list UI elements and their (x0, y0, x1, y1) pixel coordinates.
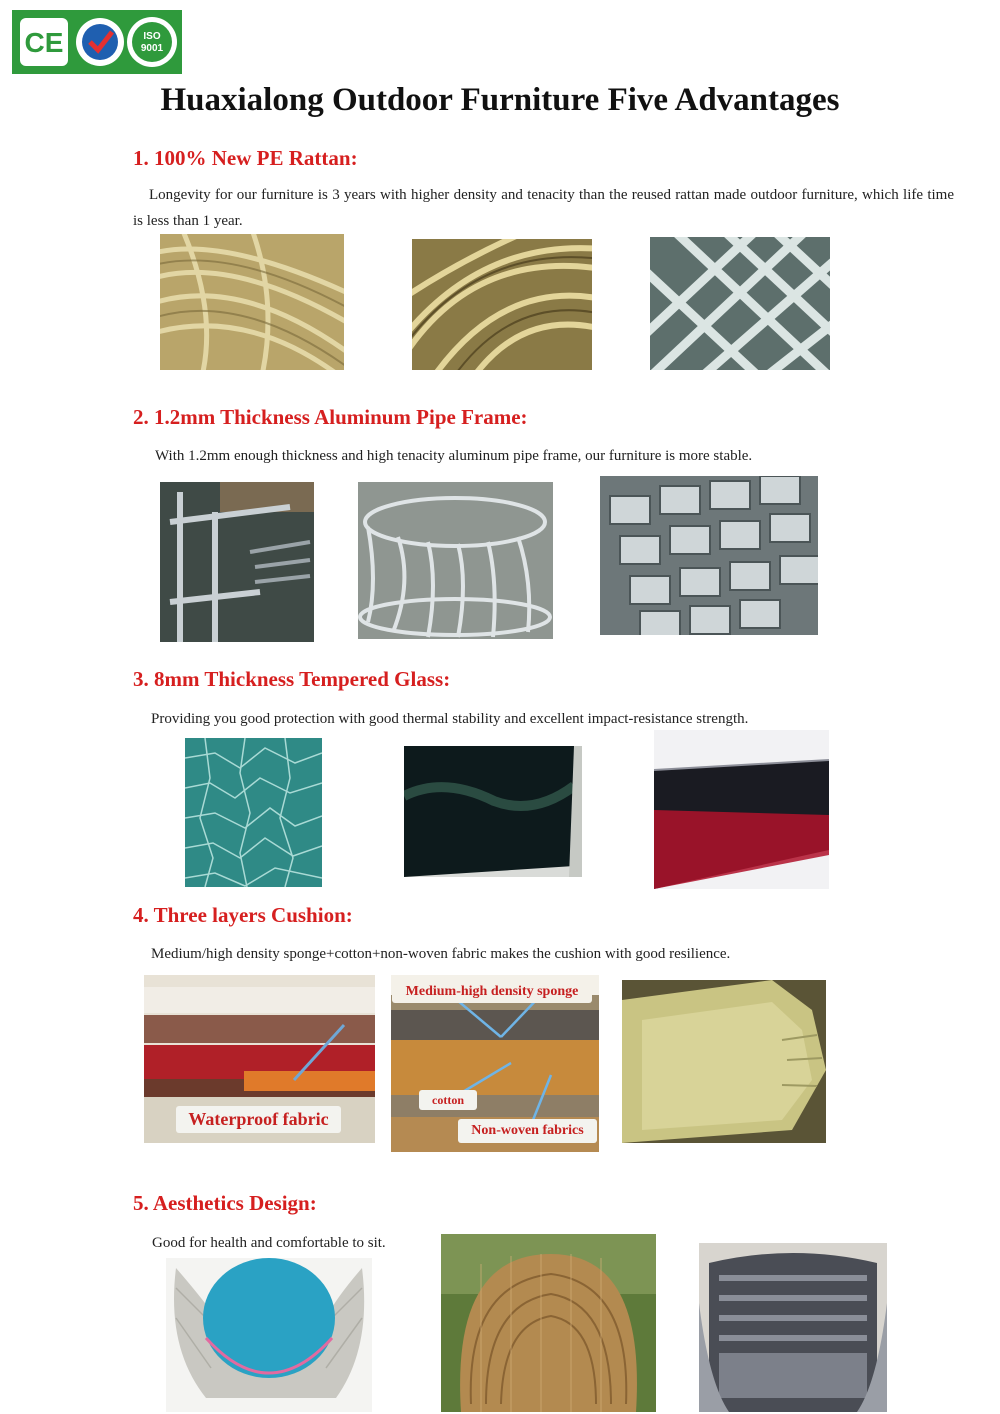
section-3-heading: 3. 8mm Thickness Tempered Glass: (133, 667, 451, 691)
chair-photo-1 (166, 1258, 372, 1412)
rattan-photo-3 (650, 237, 830, 370)
waterproof-fabric-label: Waterproof fabric (176, 1106, 341, 1133)
section-4-heading: 4. Three layers Cushion: (133, 903, 353, 927)
section-1-heading: 1. 100% New PE Rattan: (133, 146, 358, 170)
ce-mark: CE (24, 27, 64, 58)
section-3-text: Providing you good protection with good thermal stability and excellent impact-resistance strength. (151, 711, 749, 727)
section-5-heading: 5. Aesthetics Design: (133, 1191, 317, 1215)
chair-photo-2 (441, 1234, 656, 1412)
section-2-heading: 2. 1.2mm Thickness Aluminum Pipe Frame: (133, 405, 528, 429)
section-5-text: Good for health and comfortable to sit. (152, 1235, 386, 1251)
tempered-glass-photo-1 (185, 738, 322, 887)
tempered-glass-photo-3 (654, 730, 829, 889)
aluminum-frame-photo-2 (358, 482, 553, 639)
aluminum-frame-photo-1 (160, 482, 314, 642)
page-title: Huaxialong Outdoor Furniture Five Advantages (160, 82, 840, 118)
iso-mark: ISO (143, 31, 161, 42)
sponge-label: Medium-high density sponge (392, 981, 592, 1003)
section-1-text: Longevity for our furniture is 3 years with higher density and tenacity than the reused rattan made outdoor furniture, which life time is less than 1 year. (133, 187, 954, 229)
certification-badges (12, 10, 182, 74)
cotton-label: cotton (419, 1090, 477, 1110)
aluminum-frame-photo-3 (600, 476, 818, 635)
non-woven-label: Non-woven fabrics (458, 1119, 597, 1143)
iso-number: 9001 (140, 43, 164, 54)
cushion-photo-3 (622, 980, 826, 1143)
chair-photo-3 (699, 1243, 887, 1412)
tempered-glass-photo-2 (404, 746, 582, 877)
section-2-text: With 1.2mm enough thickness and high tenacity aluminum pipe frame, our furniture is more stable. (155, 448, 753, 464)
section-4-text: Medium/high density sponge+cotton+non-woven fabric makes the cushion with good resilience. (151, 946, 731, 962)
rattan-photo-2 (412, 239, 592, 370)
rattan-photo-1 (160, 234, 344, 370)
